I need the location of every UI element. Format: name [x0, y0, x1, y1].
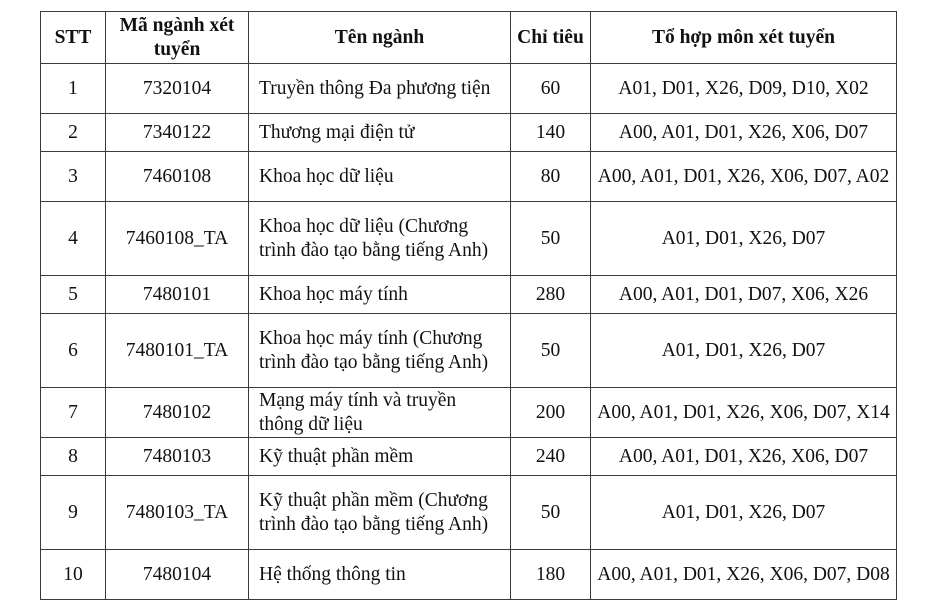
- cell-stt: 8: [41, 438, 106, 476]
- cell-to-hop: A01, D01, X26, D09, D10, X02: [591, 64, 897, 114]
- cell-stt: 2: [41, 114, 106, 152]
- header-ma-nganh: Mã ngành xét tuyển: [106, 12, 249, 64]
- cell-ma-nganh: 7480103_TA: [106, 476, 249, 550]
- cell-stt: 5: [41, 276, 106, 314]
- table-row: [41, 114, 897, 152]
- cell-to-hop: A00, A01, D01, X26, X06, D07: [591, 114, 897, 152]
- cell-stt: 10: [41, 550, 106, 600]
- cell-ma-nganh: 7460108: [106, 152, 249, 202]
- cell-ten-nganh: Thương mại điện tử: [249, 114, 511, 152]
- cell-chi-tieu: 50: [511, 314, 591, 388]
- header-to-hop: Tổ hợp môn xét tuyển: [591, 12, 897, 64]
- cell-to-hop: A00, A01, D01, X26, X06, D07, D08: [591, 550, 897, 600]
- header-stt: STT: [41, 12, 106, 64]
- cell-ten-nganh: Khoa học máy tính (Chương trình đào tạo bằng tiếng Anh): [249, 314, 511, 388]
- admission-quota-table: [40, 11, 897, 600]
- cell-stt: 3: [41, 152, 106, 202]
- cell-ma-nganh: 7480104: [106, 550, 249, 600]
- cell-stt: 1: [41, 64, 106, 114]
- cell-ma-nganh: 7480103: [106, 438, 249, 476]
- cell-to-hop: A01, D01, X26, D07: [591, 314, 897, 388]
- cell-stt: 4: [41, 202, 106, 276]
- cell-to-hop: A01, D01, X26, D07: [591, 476, 897, 550]
- cell-ten-nganh: Kỹ thuật phần mềm: [249, 438, 511, 476]
- cell-ten-nganh: Mạng máy tính và truyền thông dữ liệu: [249, 388, 511, 438]
- table-row: [41, 550, 897, 600]
- cell-chi-tieu: 60: [511, 64, 591, 114]
- cell-ten-nganh: Khoa học dữ liệu (Chương trình đào tạo bằng tiếng Anh): [249, 202, 511, 276]
- table-row: [41, 476, 897, 550]
- cell-ma-nganh: 7320104: [106, 64, 249, 114]
- header-ten-nganh: Tên ngành: [249, 12, 511, 64]
- cell-ten-nganh: Kỹ thuật phần mềm (Chương trình đào tạo bằng tiếng Anh): [249, 476, 511, 550]
- cell-chi-tieu: 240: [511, 438, 591, 476]
- cell-stt: 6: [41, 314, 106, 388]
- cell-chi-tieu: 80: [511, 152, 591, 202]
- cell-chi-tieu: 280: [511, 276, 591, 314]
- cell-ma-nganh: 7480101_TA: [106, 314, 249, 388]
- cell-stt: 7: [41, 388, 106, 438]
- table-row: [41, 314, 897, 388]
- cell-chi-tieu: 50: [511, 476, 591, 550]
- table-row: [41, 64, 897, 114]
- cell-ma-nganh: 7480102: [106, 388, 249, 438]
- cell-ma-nganh: 7480101: [106, 276, 249, 314]
- cell-to-hop: A00, A01, D01, X26, X06, D07: [591, 438, 897, 476]
- cell-chi-tieu: 50: [511, 202, 591, 276]
- table-row: [41, 276, 897, 314]
- cell-to-hop: A00, A01, D01, X26, X06, D07, A02: [591, 152, 897, 202]
- cell-ten-nganh: Hệ thống thông tin: [249, 550, 511, 600]
- cell-ma-nganh: 7340122: [106, 114, 249, 152]
- table-row: [41, 438, 897, 476]
- cell-to-hop: A00, A01, D01, X26, X06, D07, X14: [591, 388, 897, 438]
- header-row: [41, 12, 897, 64]
- cell-ten-nganh: Truyền thông Đa phương tiện: [249, 64, 511, 114]
- table-header: [41, 12, 897, 64]
- cell-chi-tieu: 200: [511, 388, 591, 438]
- cell-ma-nganh: 7460108_TA: [106, 202, 249, 276]
- header-chi-tieu: Chỉ tiêu: [511, 12, 591, 64]
- cell-ten-nganh: Khoa học máy tính: [249, 276, 511, 314]
- table-row: [41, 202, 897, 276]
- cell-chi-tieu: 180: [511, 550, 591, 600]
- cell-stt: 9: [41, 476, 106, 550]
- cell-to-hop: A01, D01, X26, D07: [591, 202, 897, 276]
- table-row: [41, 388, 897, 438]
- table-row: [41, 152, 897, 202]
- cell-to-hop: A00, A01, D01, D07, X06, X26: [591, 276, 897, 314]
- cell-ten-nganh: Khoa học dữ liệu: [249, 152, 511, 202]
- cell-chi-tieu: 140: [511, 114, 591, 152]
- table-body: [41, 64, 897, 600]
